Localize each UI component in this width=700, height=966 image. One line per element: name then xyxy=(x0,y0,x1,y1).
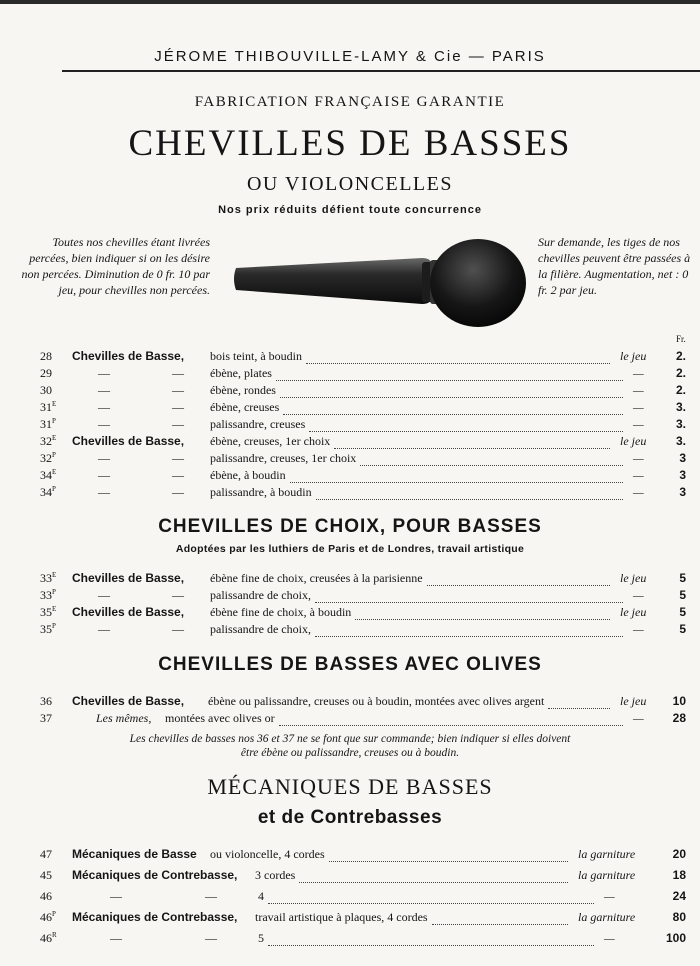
item-description: bois teint, à boudin xyxy=(210,349,302,363)
section4-title: MÉCANIQUES DE BASSES xyxy=(207,774,493,799)
item-price: 28 xyxy=(672,711,686,725)
ditto-mark: — xyxy=(98,417,110,431)
item-description: palissandre, creuses, 1er choix xyxy=(210,451,357,465)
dot-leader xyxy=(268,931,594,946)
item-price: 20 xyxy=(672,847,686,861)
item-name: Mécaniques de Contrebasse, xyxy=(72,910,238,924)
item-price: 2. xyxy=(675,366,686,380)
ditto-mark: — xyxy=(172,485,184,499)
item-unit: — xyxy=(604,889,615,903)
ditto-mark: — xyxy=(98,366,110,380)
item-unit: — xyxy=(633,366,644,380)
dot-leader xyxy=(268,889,594,904)
choix-row xyxy=(0,622,700,640)
section4-sub: et de Contrebasses xyxy=(257,807,443,828)
item-unit: — xyxy=(633,468,644,482)
item-price: 5 xyxy=(679,588,686,602)
note-right: Sur demande, les tiges de nos chevilles peuvent être passées à la filière. Augmentation, net : 0 fr. 2 par jeu. xyxy=(538,235,691,297)
item-unit: — xyxy=(633,417,644,431)
cheville-row xyxy=(0,349,700,367)
dot-leader xyxy=(360,451,623,466)
ditto-mark: — xyxy=(98,588,110,602)
item-name: Chevilles de Basse, xyxy=(72,434,185,448)
cheville-row xyxy=(0,468,700,486)
ditto-mark: — xyxy=(98,622,110,636)
section2-title: CHEVILLES DE CHOIX, POUR BASSES xyxy=(158,516,542,537)
item-unit: la garniture xyxy=(578,868,636,882)
item-description: montées avec olives or xyxy=(165,711,275,725)
item-price: 5 xyxy=(679,571,686,585)
item-description: palissandre de choix, xyxy=(210,588,311,602)
item-unit: le jeu xyxy=(620,434,647,448)
item-name: Les mêmes, xyxy=(96,711,152,725)
item-number: $31^E$ xyxy=(40,400,57,414)
dot-leader xyxy=(316,485,623,500)
item-description: ébène fine de choix, creusées à la parisienne xyxy=(210,571,423,585)
item-unit: le jeu xyxy=(620,605,647,619)
ditto-mark: — xyxy=(98,468,110,482)
item-name: Chevilles de Basse, xyxy=(72,694,185,708)
olive-row xyxy=(0,711,700,729)
dot-leader xyxy=(290,468,623,483)
choix-row xyxy=(0,588,700,606)
item-number: $34^P$ xyxy=(40,485,56,499)
item-price: 3. xyxy=(675,434,686,448)
ditto-mark: — xyxy=(172,383,184,397)
dot-leader xyxy=(309,417,623,432)
item-number: $32^E$ xyxy=(40,434,57,448)
dot-leader xyxy=(315,588,623,603)
section3-note: Les chevilles de basses nos 36 et 37 ne se font que sur commande; bien indiquer si elles doivent être ébène ou palissandre, creuses ou à boudin. xyxy=(129,733,571,759)
item-number: $46^P$ xyxy=(40,910,56,924)
ditto-mark: — xyxy=(172,468,184,482)
cheville-row xyxy=(0,383,700,401)
item-price: 2. xyxy=(675,349,686,363)
ditto-mark: — xyxy=(110,931,122,945)
item-unit: — xyxy=(633,400,644,414)
dot-leader xyxy=(355,605,610,620)
item-name: Chevilles de Basse, xyxy=(72,571,185,585)
dot-leader xyxy=(279,711,623,726)
item-unit: le jeu xyxy=(620,694,647,708)
dot-leader xyxy=(548,694,610,709)
item-price: 80 xyxy=(672,910,686,924)
item-price: 10 xyxy=(672,694,686,708)
ditto-mark: — xyxy=(172,622,184,636)
item-number: 29 xyxy=(40,366,52,380)
item-description: 4 xyxy=(258,889,264,903)
item-number: $46^R$ xyxy=(40,931,57,945)
item-unit: la garniture xyxy=(578,847,636,861)
item-number: 45 xyxy=(40,868,52,882)
meca-row xyxy=(0,931,700,949)
item-description: palissandre, creuses xyxy=(210,417,306,431)
item-price: 24 xyxy=(672,889,686,903)
item-description: travail artistique à plaques, 4 cordes xyxy=(255,910,428,924)
cheville-row xyxy=(0,400,700,418)
item-description: ébène fine de choix, à boudin xyxy=(210,605,352,619)
ditto-mark: — xyxy=(98,383,110,397)
ditto-mark: — xyxy=(205,889,217,903)
item-unit: — xyxy=(633,451,644,465)
item-number: 37 xyxy=(40,711,52,725)
item-price: 3 xyxy=(679,485,686,499)
dot-leader xyxy=(306,349,610,364)
dot-leader xyxy=(280,383,623,398)
page-header: JÉROME THIBOUVILLE-LAMY & Cie — PARIS xyxy=(154,48,546,65)
item-unit: — xyxy=(633,383,644,397)
item-number: $35^P$ xyxy=(40,622,56,636)
section3-title: CHEVILLES DE BASSES AVEC OLIVES xyxy=(158,654,542,675)
page-title: CHEVILLES DE BASSES xyxy=(128,123,572,164)
item-number: 46 xyxy=(40,889,52,903)
item-price: 3 xyxy=(679,451,686,465)
item-name: Mécaniques de Contrebasse, xyxy=(72,868,238,882)
choix-row xyxy=(0,605,700,623)
dot-leader xyxy=(427,571,610,586)
dot-leader xyxy=(432,910,568,925)
item-unit: — xyxy=(633,588,644,602)
ditto-mark: — xyxy=(172,451,184,465)
cheville-row xyxy=(0,417,700,435)
dot-leader xyxy=(329,847,568,862)
tagline: Nos prix réduits défient toute concurrence xyxy=(218,204,482,216)
ditto-mark: — xyxy=(205,931,217,945)
item-unit: le jeu xyxy=(620,349,647,363)
item-number: 28 xyxy=(40,349,52,363)
item-number: $35^E$ xyxy=(40,605,57,619)
cheville-row xyxy=(0,434,700,452)
dot-leader xyxy=(283,400,623,415)
item-price: 5 xyxy=(679,605,686,619)
item-unit: le jeu xyxy=(620,571,647,585)
ditto-mark: — xyxy=(172,400,184,414)
ditto-mark: — xyxy=(98,451,110,465)
item-price: 18 xyxy=(672,868,686,882)
item-description: ébène ou palissandre, creuses ou à boudin, montées avec olives argent xyxy=(208,694,545,708)
item-description: 5 xyxy=(258,931,264,945)
item-number: 30 xyxy=(40,383,52,397)
item-description: palissandre de choix, xyxy=(210,622,311,636)
dot-leader xyxy=(299,868,568,883)
ditto-mark: — xyxy=(98,485,110,499)
meca-row xyxy=(0,847,700,865)
ditto-mark: — xyxy=(172,417,184,431)
ditto-mark: — xyxy=(172,588,184,602)
dot-leader xyxy=(276,366,623,381)
top-border xyxy=(0,0,700,4)
item-price: 2. xyxy=(675,383,686,397)
section2-sub: Adoptées par les luthiers de Paris et de Londres, travail artistique xyxy=(175,543,525,555)
header-rule xyxy=(62,70,700,72)
item-description: ébène, plates xyxy=(210,366,272,380)
item-number: $32^P$ xyxy=(40,451,56,465)
meca-row xyxy=(0,889,700,907)
franc-column-label: Fr. xyxy=(676,334,686,344)
note-left: Toutes nos chevilles étant livrées percées, bien indiquer si on les désire non percées. Diminution de 0 fr. 10 par jeu, pour chevilles non percées. xyxy=(21,235,210,297)
item-price: 3. xyxy=(675,400,686,414)
item-price: 5 xyxy=(679,622,686,636)
meca-row xyxy=(0,868,700,886)
choix-row xyxy=(0,571,700,589)
item-unit: — xyxy=(633,711,644,725)
ditto-mark: — xyxy=(172,366,184,380)
item-unit: la garniture xyxy=(578,910,636,924)
cheville-row xyxy=(0,485,700,503)
item-name: Chevilles de Basse, xyxy=(72,605,185,619)
meca-row xyxy=(0,910,700,928)
peg-illustration xyxy=(232,236,532,331)
item-unit: — xyxy=(633,485,644,499)
item-number: $33^P$ xyxy=(40,588,56,602)
item-price: 3 xyxy=(679,468,686,482)
cheville-row xyxy=(0,451,700,469)
item-price: 100 xyxy=(665,931,686,945)
item-description: palissandre, à boudin xyxy=(210,485,312,499)
item-description: 3 cordes xyxy=(255,868,296,882)
ditto-mark: — xyxy=(110,889,122,903)
item-number: $34^E$ xyxy=(40,468,57,482)
item-number: 36 xyxy=(40,694,52,708)
item-unit: — xyxy=(604,931,615,945)
item-unit: — xyxy=(633,622,644,636)
page-title-sub: OU VIOLONCELLES xyxy=(246,173,453,195)
dot-leader xyxy=(315,622,623,637)
item-description: ébène, rondes xyxy=(210,383,276,397)
dot-leader xyxy=(334,434,610,449)
item-description: ébène, creuses, 1er choix xyxy=(210,434,331,448)
item-price: 3. xyxy=(675,417,686,431)
item-name: Mécaniques de Basse xyxy=(72,847,197,861)
olive-row xyxy=(0,694,700,712)
item-number: 47 xyxy=(40,847,52,861)
item-description: ébène, creuses xyxy=(210,400,280,414)
item-number: $31^P$ xyxy=(40,417,56,431)
item-number: $33^E$ xyxy=(40,571,57,585)
item-description: ou violoncelle, 4 cordes xyxy=(210,847,325,861)
subtitle: FABRICATION FRANÇAISE GARANTIE xyxy=(194,94,506,110)
item-name: Chevilles de Basse, xyxy=(72,349,185,363)
cheville-row xyxy=(0,366,700,384)
ditto-mark: — xyxy=(98,400,110,414)
item-description: ébène, à boudin xyxy=(210,468,286,482)
